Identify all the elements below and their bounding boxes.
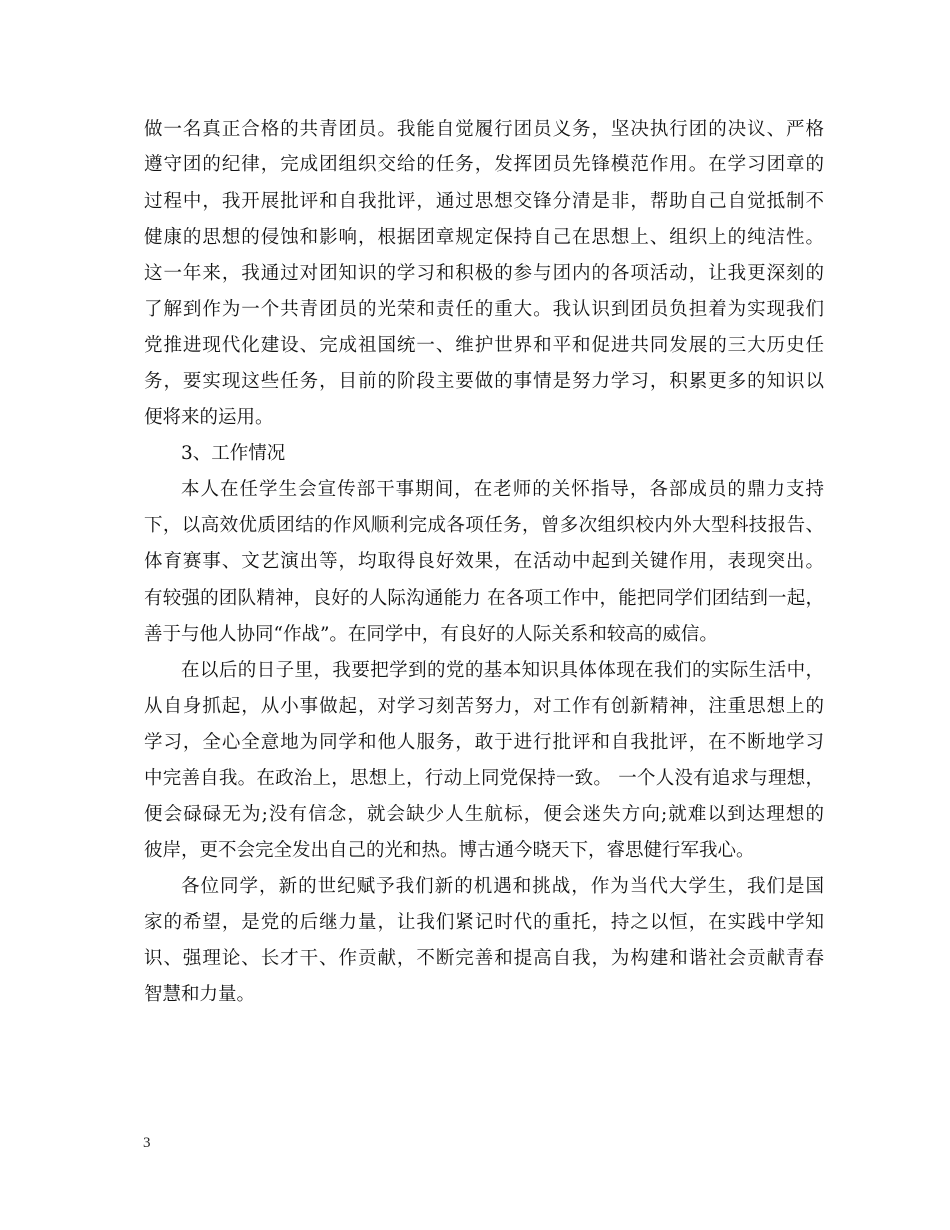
paragraph-first-line: 在以后的日子里，我要把学到的党的基本知识具体体现在我们的实际生活中，: [181, 660, 824, 681]
body-text-line: 便会碌碌无为;没有信念，就会缺少人生航标，便会迷失方向;就难以到达理想的: [144, 804, 824, 825]
body-text-line: 从自身抓起，从小事做起，对学习刻苦努力，对工作有创新精神，注重思想上的: [144, 696, 824, 717]
body-text-line: 务，要实现这些任务，目前的阶段主要做的事情是努力学习，积累更多的知识以: [144, 371, 824, 392]
body-text-line: 健康的思想的侵蚀和影响，根据团章规定保持自己在思想上、组织上的纯洁性。: [144, 227, 824, 248]
body-text-line: 这一年来，我通过对团知识的学习和积极的参与团内的各项活动，让我更深刻的: [144, 263, 824, 284]
body-text-line: 过程中，我开展批评和自我批评，通过思想交锋分清是非，帮助自己自觉抵制不: [144, 191, 824, 212]
paragraph-first-line: 各位同学，新的世纪赋予我们新的机遇和挑战，作为当代大学生，我们是国: [181, 876, 824, 897]
body-text-line: 便将来的运用。: [144, 407, 274, 428]
body-text-line: 中完善自我。在政治上，思想上，行动上同党保持一致。 一个人没有追求与理想，: [144, 768, 824, 789]
paragraph-first-line: 本人在任学生会宣传部干事期间，在老师的关怀指导，各部成员的鼎力支持: [181, 479, 824, 500]
body-text-line: 有较强的团队精神，良好的人际沟通能力 在各项工作中，能把同学们团结到一起，: [144, 588, 824, 609]
body-text-line: 下，以高效优质团结的作风顺利完成各项任务，曾多次组织校内外大型科技报告、: [144, 515, 824, 536]
body-text-line: 了解到作为一个共青团员的光荣和责任的重大。我认识到团员负担着为实现我们: [144, 299, 824, 320]
body-text-line: 家的希望，是党的后继力量，让我们紧记时代的重托，持之以恒，在实践中学知: [144, 912, 824, 933]
body-text-line: 体育赛事、文艺演出等，均取得良好效果，在活动中起到关键作用，表现突出。: [144, 551, 824, 572]
section-heading: 3、工作情况: [181, 443, 286, 464]
body-text-line: 做一名真正合格的共青团员。我能自觉履行团员义务，坚决执行团的决议、严格: [144, 119, 824, 140]
body-text-line: 学习，全心全意地为同学和他人服务，敢于进行批评和自我批评，在不断地学习: [144, 732, 824, 753]
body-text-line: 彼岸，更不会完全发出自己的光和热。博古通今晓天下，睿思健行军我心。: [144, 840, 755, 861]
body-text-line: 智慧和力量。: [144, 984, 256, 1005]
page-number: 3: [143, 1135, 151, 1151]
body-text-line: 善于与他人协同“作战”。在同学中，有良好的人际关系和较高的威信。: [144, 624, 718, 645]
body-text-line: 识、强理论、长才干、作贡献，不断完善和提高自我，为构建和谐社会贡献青春: [144, 948, 824, 969]
body-text-line: 遵守团的纪律，完成团组织交给的任务，发挥团员先锋模范作用。在学习团章的: [144, 154, 824, 175]
body-text-line: 党推进现代化建设、完成祖国统一、维护世界和平和促进共同发展的三大历史任: [144, 335, 824, 356]
